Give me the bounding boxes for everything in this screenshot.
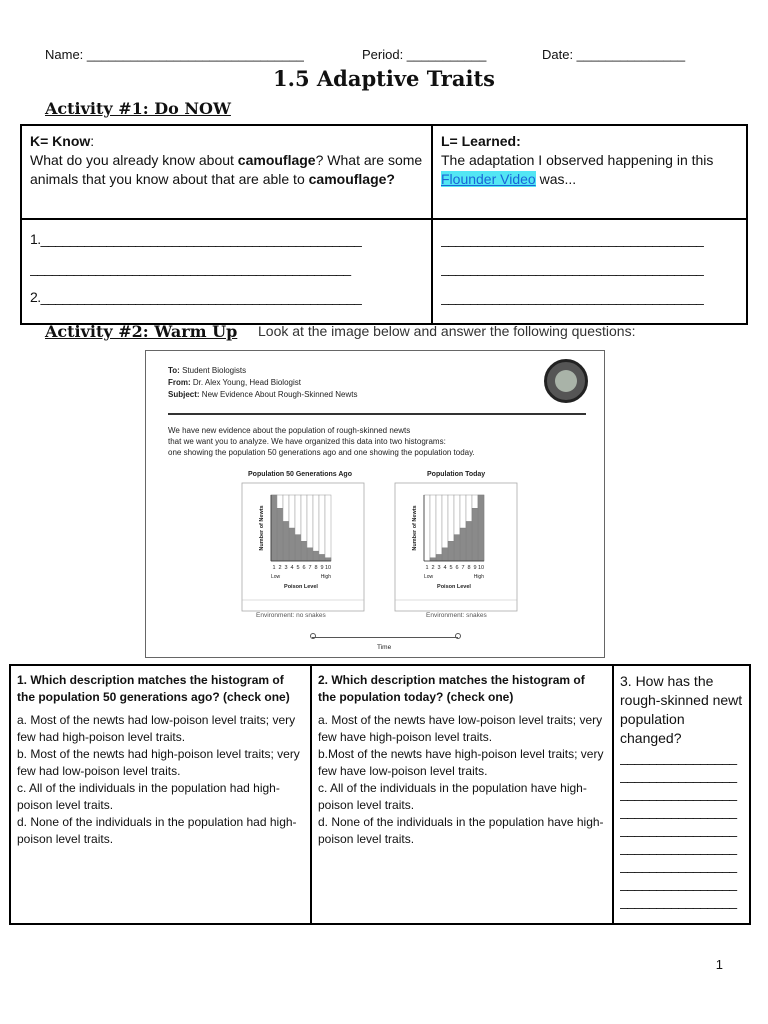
bar bbox=[289, 528, 295, 561]
tick-label: 4 bbox=[290, 565, 294, 571]
question-2-heading: 2. Which description matches the histogram of the population today? (check one) bbox=[318, 673, 585, 704]
q2-option-a[interactable]: a. Most of the newts have low-poison level traits; very few have high-poison level traits. bbox=[318, 713, 603, 744]
bar bbox=[466, 521, 472, 561]
bar-slot bbox=[430, 495, 436, 561]
memo-subject: New Evidence About Rough-Skinned Newts bbox=[201, 390, 358, 399]
memo-from-label: From: bbox=[168, 378, 191, 387]
bar bbox=[478, 495, 484, 561]
tick-label: 5 bbox=[296, 565, 300, 571]
tick-label: 9 bbox=[320, 565, 324, 571]
know-line-2[interactable]: ____________________________________________ bbox=[30, 260, 351, 276]
name-field[interactable]: Name: ______________________________ bbox=[45, 47, 304, 62]
activity2-heading: Activity #2: Warm Up bbox=[45, 322, 238, 341]
q1-option-b[interactable]: b. Most of the newts had high-poison level traits; very few had low-poison level traits. bbox=[17, 747, 300, 778]
tick-label: 9 bbox=[473, 565, 477, 571]
q3-line[interactable]: ________________ bbox=[620, 803, 737, 819]
memo-from: Dr. Alex Young, Head Biologist bbox=[192, 378, 301, 387]
memo-to: Student Biologists bbox=[182, 366, 247, 375]
know-prompt-cell bbox=[21, 125, 432, 219]
kl-chart bbox=[20, 124, 748, 325]
learned-line-3[interactable]: ____________________________________ bbox=[441, 289, 704, 305]
activity2-instruction: Look at the image below and answer the following questions: bbox=[258, 323, 636, 339]
memo-image bbox=[145, 350, 605, 658]
q3-line[interactable]: ________________ bbox=[620, 767, 737, 783]
y-axis-label: Number of Newts bbox=[259, 505, 265, 551]
memo-body-1: We have new evidence about the population of rough-skinned newts bbox=[168, 426, 411, 435]
learned-after: was... bbox=[535, 171, 577, 187]
bar bbox=[319, 554, 325, 561]
tick-label: 8 bbox=[467, 565, 471, 571]
q2-option-d[interactable]: d. None of the individuals in the population have high-poison level traits. bbox=[318, 815, 604, 846]
q3-line[interactable]: ________________ bbox=[620, 785, 737, 801]
q3-line[interactable]: ________________ bbox=[620, 821, 737, 837]
know-bold-2: camouflage? bbox=[308, 171, 395, 187]
q2-option-c[interactable]: c. All of the individuals in the population have high-poison level traits. bbox=[318, 781, 587, 812]
bar bbox=[430, 558, 436, 561]
tick-label: 7 bbox=[308, 565, 312, 571]
know-question-b: ? What are some animals that you know about that are able to bbox=[30, 152, 423, 187]
tick-label: 10 bbox=[324, 565, 332, 571]
timeline-start bbox=[310, 633, 316, 639]
q1-option-c[interactable]: c. All of the individuals in the population had high-poison level traits. bbox=[17, 781, 280, 812]
learned-line-2[interactable]: ____________________________________ bbox=[441, 260, 704, 276]
hist1-title: Population 50 Generations Ago bbox=[248, 471, 352, 478]
know-question-a: What do you already know about bbox=[30, 152, 238, 168]
know-line-3[interactable]: 2.____________________________________________ bbox=[30, 289, 362, 305]
bar bbox=[325, 558, 331, 561]
x-axis-label: Poison Level bbox=[437, 584, 471, 590]
learned-text: The adaptation I observed happening in this bbox=[441, 152, 714, 168]
learned-line-1[interactable]: ____________________________________ bbox=[441, 231, 704, 247]
question-3-cell bbox=[613, 665, 750, 924]
memo-to-label: To: bbox=[168, 366, 180, 375]
bar bbox=[472, 508, 478, 561]
tick-label: 2 bbox=[278, 565, 282, 571]
tick-label: 5 bbox=[449, 565, 453, 571]
q3-line[interactable]: ________________ bbox=[620, 749, 737, 765]
tick-label: 7 bbox=[461, 565, 465, 571]
bar-slot bbox=[319, 495, 325, 561]
period-field[interactable]: Period: ___________ bbox=[362, 47, 487, 62]
memo-body-3: one showing the population 50 generations ago and one showing the population today. bbox=[168, 448, 475, 457]
low-label: Low bbox=[271, 574, 281, 580]
high-label: High bbox=[473, 574, 484, 580]
tick-label: 4 bbox=[443, 565, 447, 571]
bar bbox=[442, 548, 448, 561]
questions-table bbox=[9, 664, 751, 925]
tick-label: 1 bbox=[272, 565, 276, 571]
page-title: 1.5 Adaptive Traits bbox=[273, 66, 495, 91]
bar bbox=[295, 535, 301, 561]
tick-label: 6 bbox=[455, 565, 459, 571]
question-2-cell bbox=[311, 665, 613, 924]
tick-label: 6 bbox=[302, 565, 306, 571]
low-label: Low bbox=[424, 574, 434, 580]
q2-option-b[interactable]: b.Most of the newts have high-poison level traits; very few have low-poison level traits. bbox=[318, 747, 604, 778]
memo-body-2: that we want you to analyze. We have organized this data into two histograms: bbox=[168, 437, 446, 446]
bar bbox=[271, 495, 277, 561]
bar bbox=[277, 508, 283, 561]
know-line-1[interactable]: 1.____________________________________________ bbox=[30, 231, 362, 247]
know-answer-cell[interactable] bbox=[21, 219, 432, 324]
learned-answer-cell[interactable] bbox=[432, 219, 747, 324]
tick-label: 10 bbox=[477, 565, 485, 571]
high-label: High bbox=[320, 574, 331, 580]
bar-slot bbox=[436, 495, 442, 561]
q3-line[interactable]: ________________ bbox=[620, 839, 737, 855]
bar bbox=[454, 535, 460, 561]
activity1-heading: Activity #1: Do NOW bbox=[45, 99, 231, 118]
tick-label: 2 bbox=[431, 565, 435, 571]
hist2-title: Population Today bbox=[427, 471, 486, 478]
x-axis-label: Poison Level bbox=[284, 584, 318, 590]
flounder-video-link[interactable]: Flounder Video bbox=[441, 171, 536, 187]
bar bbox=[283, 521, 289, 561]
y-axis-label: Number of Newts bbox=[412, 505, 418, 551]
timeline-label: Time bbox=[377, 644, 392, 651]
tick-label: 1 bbox=[425, 565, 429, 571]
hist2-environment: Environment: snakes bbox=[426, 612, 487, 619]
histograms-svg bbox=[146, 351, 604, 657]
bar bbox=[460, 528, 466, 561]
bar-slot bbox=[424, 495, 430, 561]
question-1-heading: 1. Which description matches the histogram of the population 50 generations ago? (check one) bbox=[17, 673, 290, 704]
page-number: 1 bbox=[715, 957, 723, 972]
timeline-end bbox=[455, 633, 461, 639]
bar bbox=[301, 541, 307, 561]
tick-label: 3 bbox=[284, 565, 288, 571]
learned-title: L= Learned: bbox=[441, 133, 521, 149]
question-3-heading: 3. How has the rough-skinned newt population changed? bbox=[620, 673, 743, 746]
q1-option-d[interactable]: d. None of the individuals in the population had high-poison level traits. bbox=[17, 815, 297, 846]
know-title: K= Know bbox=[30, 133, 91, 149]
q3-line[interactable]: ________________ bbox=[620, 875, 737, 891]
memo-subject-label: Subject: bbox=[168, 390, 200, 399]
histogram-1 bbox=[242, 483, 364, 611]
date-field[interactable]: Date: _______________ bbox=[542, 47, 686, 62]
learned-prompt-cell bbox=[432, 125, 747, 219]
bar bbox=[313, 551, 319, 561]
q3-line[interactable]: ________________ bbox=[620, 857, 737, 873]
q3-line[interactable]: ________________ bbox=[620, 893, 737, 909]
tick-label: 3 bbox=[437, 565, 441, 571]
know-bold-1: camouflage bbox=[237, 152, 316, 168]
bar bbox=[448, 541, 454, 561]
timeline bbox=[312, 637, 458, 638]
bar-slot bbox=[325, 495, 331, 561]
tick-label: 8 bbox=[314, 565, 318, 571]
know-colon: : bbox=[90, 133, 95, 149]
q1-option-a[interactable]: a. Most of the newts had low-poison level traits; very few had high-poison level traits. bbox=[17, 713, 296, 744]
bar bbox=[307, 548, 313, 561]
question-1-cell bbox=[10, 665, 311, 924]
bar bbox=[436, 554, 442, 561]
histogram-2 bbox=[395, 483, 517, 611]
hist1-environment: Environment: no snakes bbox=[256, 612, 326, 619]
